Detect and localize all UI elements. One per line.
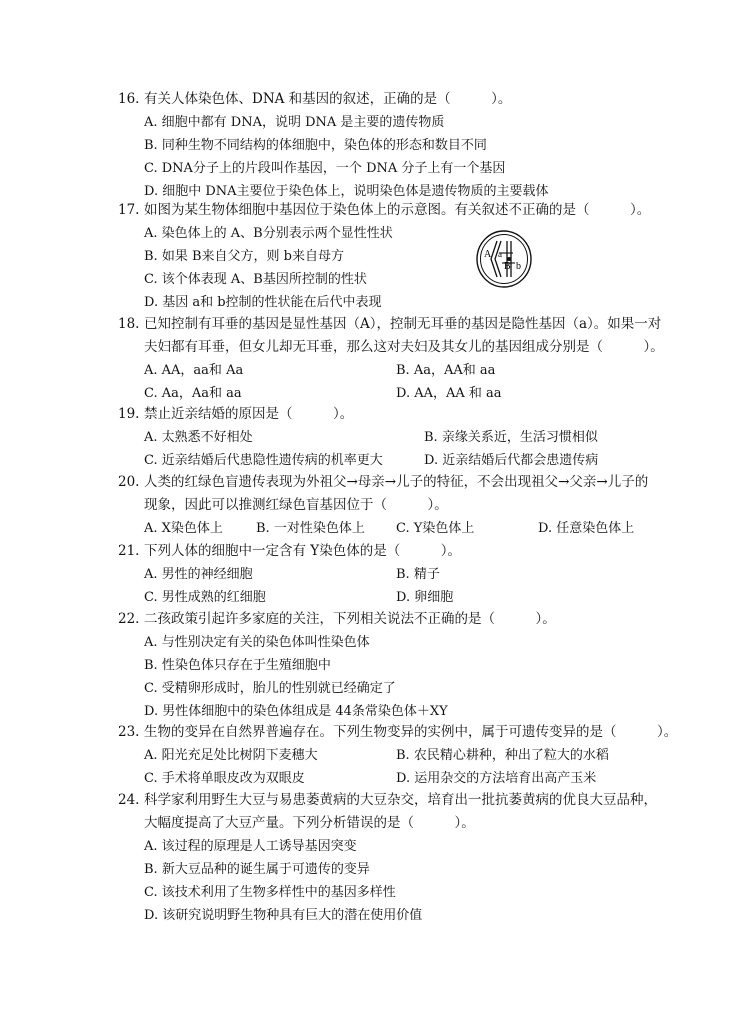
option-b: B. 亲缘关系近，生活习惯相似: [424, 430, 598, 445]
question-17: [118, 199, 678, 314]
label-B: B: [504, 261, 511, 272]
option-a: A. 细胞中都有 DNA，说明 DNA 是主要的遗传物质: [144, 115, 445, 130]
option-a: A. 阳光充足处比树阴下麦穗大: [144, 748, 318, 763]
question-19: [118, 403, 678, 472]
option-d: D. 运用杂交的方法培育出高产玉米: [396, 771, 597, 786]
question-18: [118, 313, 678, 405]
option-b: B. 精子: [396, 567, 440, 582]
question-stem-line2: 大幅度提高了大豆产量。下列分析错误的是（ ）。: [144, 815, 475, 831]
option-d: D. AA，AA 和 aa: [396, 386, 502, 401]
question-number: 21.: [118, 543, 140, 559]
question-stem-line1: 科学家利用野生大豆与易患萎黄病的大豆杂交，培育出一批抗萎黄病的优良大豆品种，: [144, 792, 657, 808]
question-stem: 下列人体的细胞中一定含有 Y染色体的是（ ）。: [144, 543, 461, 559]
question-stem: 禁止近亲结婚的原因是（ ）。: [144, 406, 354, 422]
question-20: [118, 471, 678, 540]
option-d: D. 该研究说明野生物种具有巨大的潜在使用价值: [144, 908, 423, 923]
option-c: C. 男性成熟的红细胞: [144, 590, 266, 605]
option-b: B. 如果 B来自父方，则 b来自母方: [144, 249, 344, 264]
question-stem-line1: 人类的红绿色盲遗传表现为外祖父→母亲→儿子的特征，不会出现祖父→父亲→儿子的: [144, 474, 649, 490]
option-b: B. 新大豆品种的诞生属于可遗传的变异: [144, 862, 370, 877]
option-c: C. Aa，Aa和 aa: [144, 386, 242, 401]
question-22: [118, 608, 678, 723]
option-b: B. 同种生物不同结构的体细胞中，染色体的形态和数目不同: [144, 138, 487, 153]
option-a: A. 该过程的原理是人工诱导基因突变: [144, 839, 357, 854]
option-c: C. 该个体表现 A、B基因所控制的性状: [144, 272, 367, 287]
question-stem: 如图为某生物体细胞中基因位于染色体上的示意图。有关叙述不正确的是（ ）。: [144, 202, 651, 218]
option-d: D. 男性体细胞中的染色体组成是 44条常染色体＋XY: [144, 704, 448, 719]
option-c: C. 手术将单眼皮改为双眼皮: [144, 771, 305, 786]
question-16: [118, 88, 678, 203]
label-a: a: [498, 249, 502, 259]
option-c: C. 该技术利用了生物多样性中的基因多样性: [144, 885, 396, 900]
question-number: 22.: [118, 611, 140, 627]
option-a: A. 与性别决定有关的染色体叫性染色体: [144, 635, 370, 650]
option-a: A. 染色体上的 A、B分别表示两个显性性状: [144, 226, 393, 241]
option-b: B. 农民精心耕种，种出了粒大的水稻: [396, 748, 609, 763]
question-stem-line2: 现象，因此可以推测红绿色盲基因位于（ ）。: [144, 497, 448, 513]
question-number: 19.: [118, 406, 140, 422]
question-stem-line1: 已知控制有耳垂的基因是显性基因（A），控制无耳垂的基因是隐性基因（a）。如果一对: [144, 316, 662, 332]
label-b: b: [516, 261, 521, 272]
question-number: 23.: [118, 724, 140, 740]
question-stem: 生物的变异在自然界普遍存在。下列生物变异的实例中，属于可遗传变异的是（ ）。: [144, 724, 678, 740]
option-a: A. X染色体上: [144, 521, 223, 536]
option-c: C. Y染色体上: [396, 521, 475, 536]
option-c: C. 近亲结婚后代患隐性遗传病的机率更大: [144, 453, 383, 468]
question-23: [118, 721, 678, 790]
option-b: B. 性染色体只存在于生殖细胞中: [144, 658, 331, 673]
question-number: 18.: [118, 316, 140, 332]
option-a: A. 太熟悉不好相处: [144, 430, 253, 445]
question-stem: 二孩政策引起许多家庭的关注，下列相关说法不正确的是（ ）。: [144, 611, 556, 627]
question-number: 20.: [118, 474, 140, 490]
question-24: [118, 789, 678, 927]
question-stem: 有关人体染色体、DNA 和基因的叙述，正确的是（ ）。: [144, 91, 512, 107]
chromosome-figure: [475, 229, 533, 289]
option-d: D. 基因 a和 b控制的性状能在后代中表现: [144, 295, 382, 310]
option-a: A. AA，aa和 Aa: [144, 363, 244, 378]
option-d: D. 细胞中 DNA主要位于染色体上，说明染色体是遗传物质的主要载体: [144, 184, 549, 199]
option-c: C. DNA分子上的片段叫作基因，一个 DNA 分子上有一个基因: [144, 161, 506, 176]
option-d: D. 卵细胞: [396, 590, 454, 605]
question-stem-line2: 夫妇都有耳垂，但女儿却无耳垂，那么这对夫妇及其女儿的基因组成分别是（ ）。: [144, 339, 664, 355]
question-number: 17.: [118, 202, 140, 218]
option-b: B. 一对性染色体上: [256, 521, 365, 536]
option-d: D. 近亲结婚后代都会患遗传病: [424, 453, 599, 468]
option-b: B. Aa，AA和 aa: [396, 363, 496, 378]
cell-chromosome-diagram: [475, 229, 533, 289]
label-A: A: [484, 249, 492, 260]
option-c: C. 受精卵形成时，胎儿的性别就已经确定了: [144, 681, 396, 696]
question-21: [118, 540, 678, 609]
option-a: A. 男性的神经细胞: [144, 567, 253, 582]
question-number: 24.: [118, 792, 140, 808]
question-number: 16.: [118, 91, 140, 107]
option-d: D. 任意染色体上: [538, 521, 635, 536]
